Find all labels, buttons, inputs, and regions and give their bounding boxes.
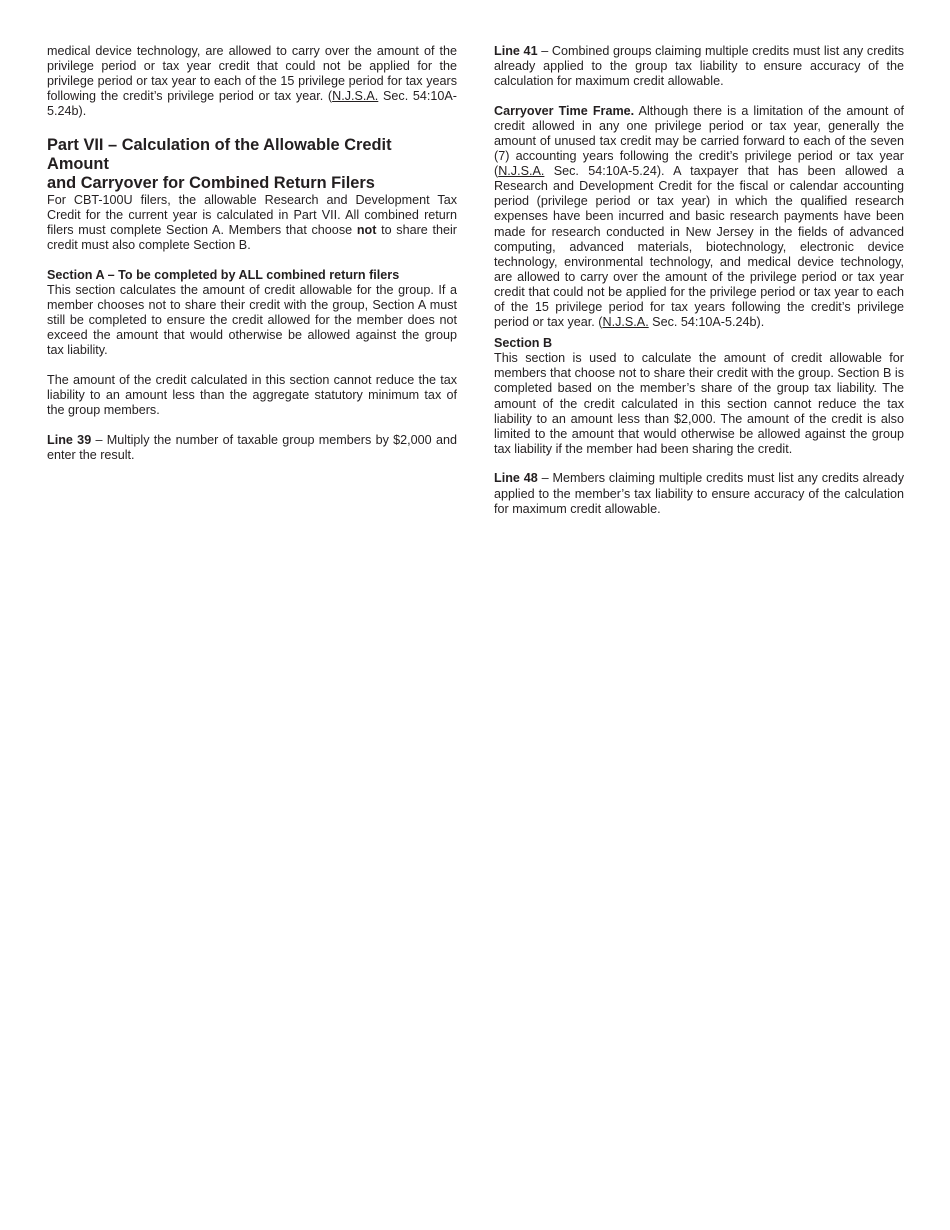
carryover-label: Carryover Time Frame.: [494, 103, 635, 118]
line-label: Line 39: [47, 432, 92, 447]
carryover-continued-paragraph: [47, 44, 457, 119]
heading-line: Part VII – Calculation of the Allowable Credit Amount: [47, 135, 392, 173]
statute-citation: N.J.S.A.: [332, 89, 379, 104]
section-b-paragraph: [494, 336, 904, 457]
carryover-time-frame-paragraph: [494, 104, 904, 330]
right-column: [494, 44, 904, 531]
paragraph-text: – Multiply the number of taxable group members by $2,000 and enter the result.: [47, 432, 457, 462]
section-a-heading: Section A – To be completed by ALL combined return filers: [47, 267, 400, 282]
paragraph-text: – Members claiming multiple credits must list any credits already applied to the member’s tax liability to ensure accuracy of the calculation for maximum credit allowable.: [494, 471, 904, 516]
left-column: [47, 44, 457, 477]
section-a-paragraph: [47, 268, 457, 359]
paragraph-text: Sec. 54:10A-5.24b).: [648, 315, 765, 330]
section-a-minimum-tax-paragraph: The amount of the credit calculated in this section cannot reduce the tax liability to an amount less than the aggregate statutory minimum tax of the group members.: [47, 372, 457, 418]
paragraph-text: – Combined groups claiming multiple credits must list any credits already applied to the group tax liability to ensure accuracy of the calculation for maximum credit allowable.: [494, 44, 904, 89]
paragraph-text: Although there is a limitation of the amount of credit allowed in any one privilege period or tax year, generally the amount of unused tax credit may be carried forward to each of the seven (7) accounting years following the credit’s privilege period or tax year (: [494, 103, 904, 179]
paragraph-text: This section calculates the amount of credit allowable for the group. If a member chooses not to share their credit with the group, Section A must still be completed to ensure the credit allowed for the member does not exceed the amount that would otherwise be allowed against the group tax liability.: [47, 282, 457, 358]
paragraph-text: This section is used to calculate the amount of credit allowable for members that choose not to share their credit with the group. Section B is completed based on the member’s share of the group tax liability. The amount of the credit calculated in this section cannot reduce the tax liability to an amount less than $2,000. The amount of the credit is also limited to the amount that would otherwise be allowed against the group tax liability if the member had been sharing the credit.: [494, 351, 904, 456]
part-vii-intro-paragraph: [47, 193, 457, 253]
statute-citation: N.J.S.A.: [498, 164, 545, 179]
line-label: Line 48: [494, 471, 538, 486]
paragraph-text: Sec. 54:10A-5.24b).: [47, 89, 457, 119]
line-48-paragraph: [494, 471, 904, 516]
line-39-paragraph: [47, 433, 457, 463]
paragraph-text: For CBT-100U filers, the allowable Research and Development Tax Credit for the current year is calculated in Part VII. All combined return filers must complete Section A. Members that choose: [47, 192, 457, 238]
section-b-heading: Section B: [494, 336, 553, 351]
emphasis-text: not: [356, 223, 377, 238]
line-label: Line 41: [494, 44, 538, 58]
paragraph-text: Sec. 54:10A-5.24). A taxpayer that has been allowed a Research and Development Credit for the fiscal or calendar accounting period (privilege period or tax year) in which the qualified research expenses have been incurred and basic research payments have been made for research conducted in New Jersey in the fields of advanced computing, advanced materials, biotechnology, electronic device technology, environmental technology, and medical device technology, are allowed to carry over the amount of the privilege period or tax year credit that could not be applied for the privilege period or tax year to each of the 15 privilege period for tax years following the credit’s privilege period or tax year. (: [494, 164, 904, 330]
line-41-paragraph: [494, 44, 904, 89]
statute-citation: N.J.S.A.: [602, 315, 649, 330]
paragraph-text: to share their credit must also complete Section B.: [47, 223, 457, 253]
paragraph-text: medical device technology, are allowed to carry over the amount of the privilege period or tax year credit that could not be applied for the privilege period or tax year to each of the 15 privilege period for tax years following the credit’s privilege period or tax year. (: [47, 44, 457, 104]
heading-line: and Carryover for Combined Return Filers: [47, 173, 375, 192]
part-vii-heading: [47, 136, 457, 193]
